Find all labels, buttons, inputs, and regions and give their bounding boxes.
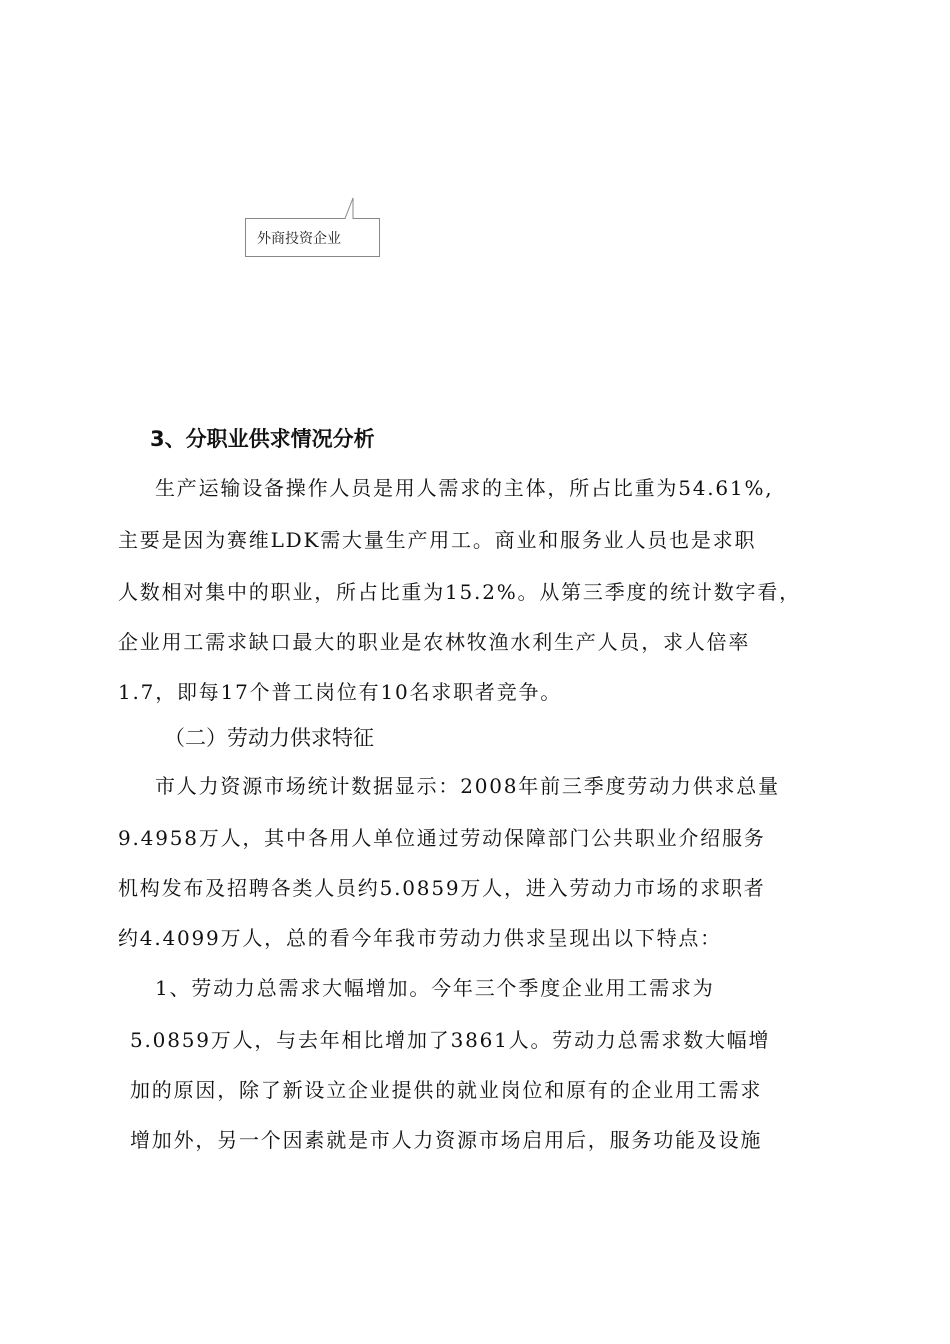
paragraph-line: 主要是因为赛维LDK需大量生产用工。商业和服务业人员也是求职 — [118, 528, 757, 552]
paragraph-line: 5.0859万人，与去年相比增加了3861人。劳动力总需求数大幅增 — [130, 1028, 771, 1052]
paragraph-line: 约4.4099万人，总的看今年我市劳动力供求呈现出以下特点： — [118, 926, 722, 950]
paragraph-line: 增加外，另一个因素就是市人力资源市场启用后，服务功能及设施 — [130, 1128, 763, 1152]
callout-shape — [245, 192, 385, 262]
callout-label: 外商投资企业 — [257, 231, 341, 247]
paragraph-line: 企业用工需求缺口最大的职业是农林牧渔水利生产人员，求人倍率 — [118, 630, 751, 654]
paragraph-line: 人数相对集中的职业，所占比重为15.2%。从第三季度的统计数字看， — [118, 580, 801, 604]
paragraph-line: 9.4958万人，其中各用人单位通过劳动保障部门公共职业介绍服务 — [118, 826, 766, 850]
paragraph-line: 市人力资源市场统计数据显示：2008年前三季度劳动力供求总量 — [155, 774, 780, 798]
paragraph-line: 1、劳动力总需求大幅增加。今年三个季度企业用工需求为 — [155, 976, 715, 1000]
paragraph-line: 1.7，即每17个普工岗位有10名求职者竞争。 — [118, 680, 563, 704]
paragraph-line: 加的原因，除了新设立企业提供的就业岗位和原有的企业用工需求 — [130, 1078, 763, 1102]
section-heading-labor: （二）劳动力供求特征 — [164, 726, 374, 750]
paragraph-line: 生产运输设备操作人员是用人需求的主体，所占比重为54.61%, — [155, 476, 774, 500]
paragraph-line: 机构发布及招聘各类人员约5.0859万人，进入劳动力市场的求职者 — [118, 876, 766, 900]
section-heading-occupation: 3、分职业供求情况分析 — [150, 427, 375, 451]
callout-box — [245, 218, 380, 256]
